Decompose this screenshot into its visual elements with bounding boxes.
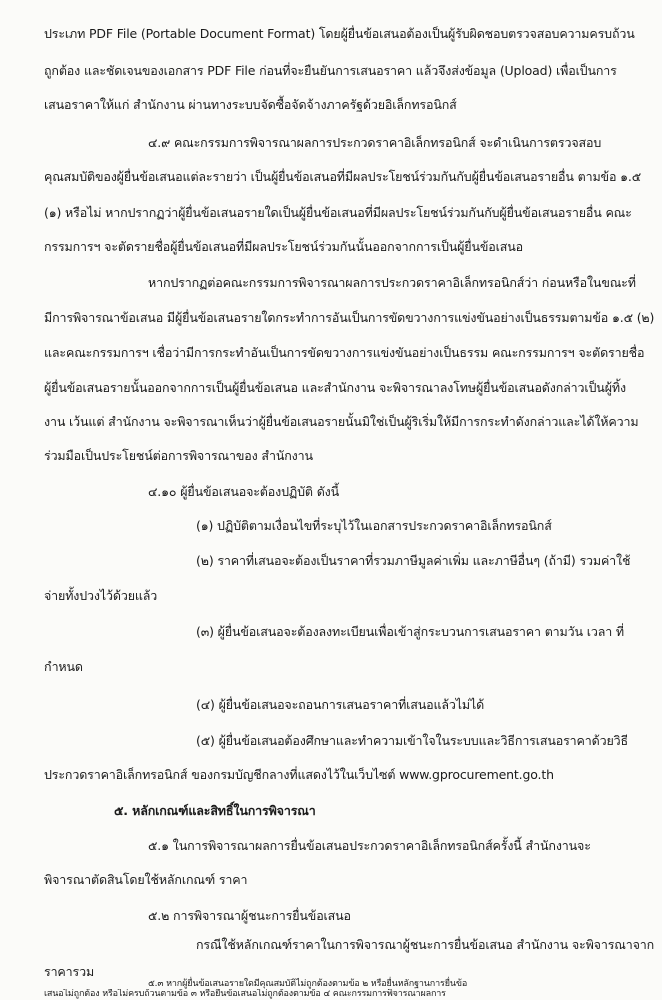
clause-5-2: ๕.๒ การพิจารณาผู้ชนะการยื่นข้อเสนอ bbox=[148, 908, 351, 923]
paragraph-line: ประกวดราคาอิเล็กทรอนิกส์ ของกรมบัญชีกลางที่แสดงไว้ในเว็บไซต์ www.gprocurement.go.th bbox=[44, 767, 554, 782]
paragraph-line: ร่วมมือเป็นประโยชน์ต่อการพิจารณาของ สำนักงาน bbox=[44, 448, 313, 463]
paragraph-line: เสนอราคาให้แก่ สำนักงาน ผ่านทางระบบจัดซื้อจัดจ้างภาครัฐด้วยอิเล็กทรอนิกส์ bbox=[44, 97, 457, 112]
paragraph-line: (๑) หรือไม่ หากปรากฏว่าผู้ยื่นข้อเสนอรายใดเป็นผู้ยื่นข้อเสนอที่มีผลประโยชน์ร่วมกันกับผู้ยื่นข้อเสนอรายอื่น คณะ bbox=[44, 205, 632, 220]
list-item: (๓) ผู้ยื่นข้อเสนอจะต้องลงทะเบียนเพื่อเข้าสู่กระบวนการเสนอราคา ตามวัน เวลา ที่ bbox=[196, 624, 625, 639]
list-item: (๑) ปฏิบัติตามเงื่อนไขที่ระบุไว้ในเอกสารประกวดราคาอิเล็กทรอนิกส์ bbox=[196, 518, 552, 533]
paragraph-line: คุณสมบัติของผู้ยื่นข้อเสนอแต่ละรายว่า เป็นผู้ยื่นข้อเสนอที่มีผลประโยชน์ร่วมกันกับผู้ยื่นข้อเสนอรายอื่น ตามข้อ ๑.๕ bbox=[44, 169, 642, 184]
list-item: (๔) ผู้ยื่นข้อเสนอจะถอนการเสนอราคาที่เสนอแล้วไม่ได้ bbox=[196, 697, 485, 712]
paragraph-line: ผู้ยื่นข้อเสนอรายนั้นออกจากการเป็นผู้ยื่นข้อเสนอ และสำนักงาน จะพิจารณาลงโทษผู้ยื่นข้อเสนอดังกล่าวเป็นผู้ทิ้ง bbox=[44, 380, 626, 395]
list-item: (๒) ราคาที่เสนอจะต้องเป็นราคาที่รวมภาษีมูลค่าเพิ่ม และภาษีอื่นๆ (ถ้ามี) รวมค่าใช้ bbox=[196, 553, 631, 568]
paragraph-line: กรณีใช้หลักเกณฑ์ราคาในการพิจารณาผู้ชนะการยื่นข้อเสนอ สำนักงาน จะพิจารณาจาก bbox=[196, 937, 655, 952]
paragraph-line: ราคารวม bbox=[44, 964, 95, 979]
section-5-heading: ๕. หลักเกณฑ์และสิทธิ์ในการพิจารณา bbox=[114, 803, 316, 818]
paragraph-line: ประเภท PDF File (Portable Document Format) โดยผู้ยื่นข้อเสนอต้องเป็นผู้รับผิดชอบตรวจสอบความครบถ้วน bbox=[44, 26, 635, 41]
paragraph-line: จ่ายทั้งปวงไว้ด้วยแล้ว bbox=[44, 588, 158, 603]
paragraph-line: มีการพิจารณาข้อเสนอ มีผู้ยื่นข้อเสนอรายใดกระทำการอันเป็นการขัดขวางการแข่งขันอย่างเป็นธรรมตามข้อ ๑.๕ (๒) bbox=[44, 310, 655, 325]
paragraph-line: พิจารณาตัดสินโดยใช้หลักเกณฑ์ ราคา bbox=[44, 872, 248, 887]
list-item: (๕) ผู้ยื่นข้อเสนอต้องศึกษาและทำความเข้าใจในระบบและวิธีการเสนอราคาด้วยวิธี bbox=[196, 733, 628, 748]
paragraph-line: กรรมการฯ จะตัดรายชื่อผู้ยื่นข้อเสนอที่มีผลประโยชน์ร่วมกันนั้นออกจากการเป็นผู้ยื่นข้อเสนอ bbox=[44, 239, 523, 254]
paragraph-line: กำหนด bbox=[44, 659, 83, 674]
clause-4-9-heading: ๔.๙ คณะกรรมการพิจารณาผลการประกวดราคาอิเล็กทรอนิกส์ จะดำเนินการตรวจสอบ bbox=[148, 135, 602, 150]
paragraph-line: หากปรากฏต่อคณะกรรมการพิจารณาผลการประกวดราคาอิเล็กทรอนิกส์ว่า ก่อนหรือในขณะที่ bbox=[148, 275, 636, 290]
clause-5-1: ๕.๑ ในการพิจารณาผลการยื่นข้อเสนอประกวดราคาอิเล็กทรอนิกส์ครั้งนี้ สำนักงานจะ bbox=[148, 838, 591, 853]
paragraph-line: งาน เว้นแต่ สำนักงาน จะพิจารณาเห็นว่าผู้ยื่นข้อเสนอรายนั้นมิใช่เป็นผู้ริเริ่มให้มีการกระทำดังกล่าวและได้ให้ความ bbox=[44, 414, 639, 429]
paragraph-line: และคณะกรรมการฯ เชื่อว่ามีการกระทำอันเป็นการขัดขวางการแข่งขันอย่างเป็นธรรม คณะกรรมการฯ จะตัดรายชื่อ bbox=[44, 345, 645, 360]
paragraph-line: ถูกต้อง และชัดเจนของเอกสาร PDF File ก่อนที่จะยืนยันการเสนอราคา แล้วจึงส่งข้อมูล (Upload) เพื่อเป็นการ bbox=[44, 63, 617, 78]
paragraph-line: เสนอไม่ถูกต้อง หรือไม่ครบถ้วนตามข้อ ๓ หรือยื่นข้อเสนอไม่ถูกต้องตามข้อ ๔ คณะกรรมการพิจารณาผลการ bbox=[44, 989, 446, 999]
clause-4-10-heading: ๔.๑๐ ผู้ยื่นข้อเสนอจะต้องปฏิบัติ ดังนี้ bbox=[148, 484, 340, 499]
clause-5-3: ๕.๓ หากผู้ยื่นข้อเสนอรายใดมีคุณสมบัติไม่ถูกต้องตามข้อ ๒ หรือยื่นหลักฐานการยื่นข้อ bbox=[148, 979, 468, 989]
